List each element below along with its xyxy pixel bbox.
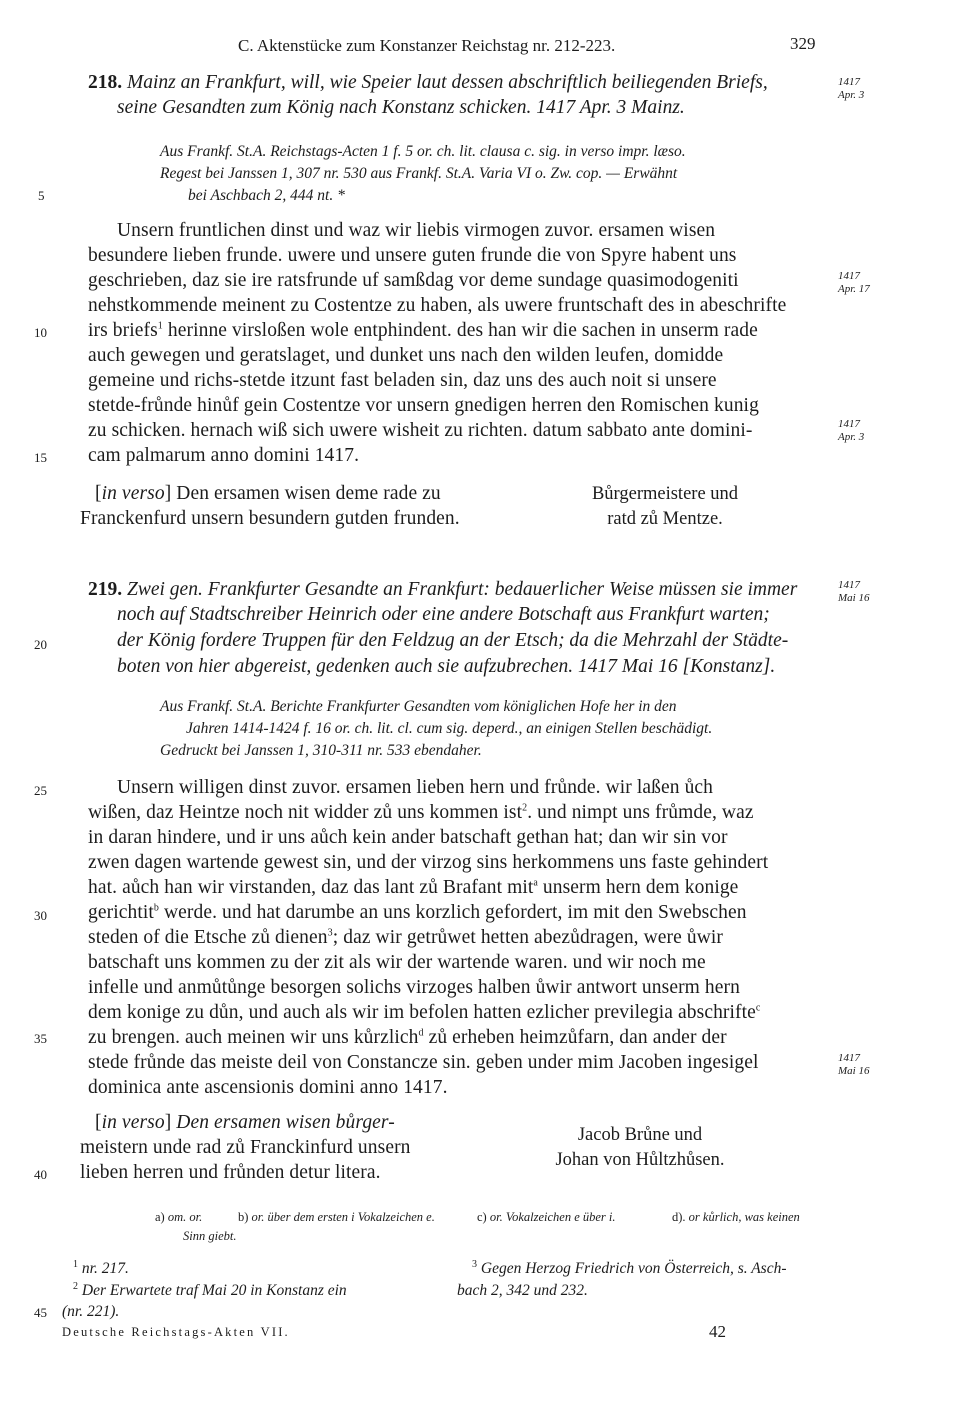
footnote: $^3$ Gegen Herzog Friedrich von Österreich, s. Asch- (472, 1258, 787, 1277)
signature: Bůrgermeistere und ratd zů Mentze. (591, 484, 739, 529)
apparatus-mark: b (153, 902, 159, 914)
body-line: batschaft uns kommen zu der zit als wir der wartende waren. und wir noch me (88, 952, 706, 973)
body-line: in daran hindere, und ir uns aůch kein ander batschaft gethan hat; dan wir sin vor (88, 827, 728, 848)
margin-date: 1417 Apr. 3 (838, 418, 865, 443)
address-line: lieben herren und frůnden detur litera. (80, 1162, 381, 1183)
doc-title: 218. Mainz an Frankfurt, will, wie Speier laut dessen abschriftlich beiliegenden Briefs, (88, 72, 768, 93)
source-note: Aus Frankf. St.A. Reichstags-Acten 1 f. 5 or. ch. lit. clausa c. sig. in verso impr. læso. (160, 143, 686, 160)
source-note: Aus Frankf. St.A. Berichte Frankfurter Gesandten vom königlichen Hofe her in den (160, 698, 677, 715)
address-line: Franckenfurd unsern besundern gutden frunden. (80, 508, 460, 529)
footnote-mark: 1 (157, 320, 163, 332)
margin-date: 1417 Mai 16 (838, 1052, 870, 1077)
apparatus-mark: d (418, 1027, 424, 1039)
doc-number: 219. (88, 579, 123, 600)
line-number: 30 (34, 908, 47, 923)
body-line: dominica ante ascensionis domini anno 1417. (88, 1077, 448, 1098)
body-line: besundere lieben frunde. uwere und unsere guten frunde die von Spyre habent uns (88, 245, 737, 266)
signature: Jacob Brůne und Johan von Hůltzhůsen. (555, 1125, 725, 1170)
verso-label: in verso (101, 483, 165, 504)
body-line: stetde-frůnde hinůf gein Costentze vor unsern gnedigen herren den Romischen kunig (88, 395, 759, 416)
body-line: wißen, daz Heintze noch nit widder zů uns kommen ist$^2$. und nimpt uns frůmde, waz (88, 802, 754, 823)
source-note: Regest bei Janssen 1, 307 nr. 530 aus Frankf. St.A. Varia VI o. Zw. cop. — Erwähnt (160, 165, 678, 182)
doc-title-line: noch auf Stadtschreiber Heinrich oder eine andere Botschaft aus Frankfurt warten; (117, 604, 770, 625)
body-line: geschrieben, daz sie ire ratsfrunde uf samßdag vor deme sundage quasimodogeniti (88, 270, 739, 291)
line-number: 25 (34, 783, 47, 798)
footnote-mark: 2 (522, 802, 528, 814)
doc-title-line: seine Gesandten zum König nach Konstanz schicken. 1417 Apr. 3 Mainz. (117, 97, 685, 118)
doc-title: 219. Zwei gen. Frankfurter Gesandte an Frankfurt: bedauerlicher Weise müssen sie immer (88, 579, 798, 600)
body-line: auch gewegen und geratslaget, und dunket uns nach den wilden leufen, domidde (88, 345, 724, 366)
address: [in verso] Den ersamen wisen bůrger- (95, 1112, 395, 1133)
source-note: Jahren 1414-1424 f. 16 or. ch. lit. cl. cum sig. deperd., an einigen Stellen beschädigt. (186, 720, 713, 737)
body-line: steden of die Etsche zů dienen$^3$; daz wir getrůwet hetten abezůdragen, were ůwir (88, 927, 724, 948)
body-line: hat. aůch han wir virstanden, daz das lant zů Brafant mit$^a$ unserm hern dem konige (88, 877, 739, 898)
apparatus-note: b) or. über dem ersten i Vokalzeichen e. (238, 1210, 435, 1224)
body-line: infelle und anmůtůnge besorgen solichs virzoges halben ůwir antwort unserm hern (88, 977, 740, 998)
doc-number: 218. (88, 72, 123, 93)
body-line: Unsern fruntlichen dinst und waz wir liebis virmogen zuvor. ersamen wisen (117, 220, 716, 241)
verso-label: in verso (101, 1112, 165, 1133)
margin-date: 1417 Mai 16 (838, 579, 870, 604)
apparatus-mark: c (755, 1002, 761, 1014)
footnote-mark: 3 (327, 927, 333, 939)
line-number: 10 (34, 325, 47, 340)
body-line: cam palmarum anno domini 1417. (88, 445, 360, 466)
margin-date: 1417 Apr. 17 (838, 270, 870, 295)
body-line: dem konige zu důn, und auch als wir im befolen hatten ezlicher previlegia abschrifte$^c$ (88, 1002, 761, 1023)
body-line: zu brengen. auch meinen wir uns kůrzlich$^d$ zů erheben heimzůfarn, dan ander der (88, 1027, 727, 1048)
doc-title-line: der König fordere Truppen für den Feldzug an der Etsch; da die Mehrzahl der Städte- (117, 630, 789, 651)
page-number: 329 (790, 34, 816, 53)
signature-mark: 42 (709, 1322, 726, 1341)
body-line: zwen dagen wartende gewest sin, und der virzog sins herkommens uns faste gehindert (88, 852, 769, 873)
line-number: 5 (38, 188, 45, 203)
body-line: gemeine und richs-stetde itzunt fast beladen sin, daz uns des auch noit si unsere (88, 370, 717, 391)
footnote-cont: (nr. 221). (62, 1303, 120, 1320)
source-note: Gedruckt bei Janssen 1, 310-311 nr. 533 ebendaher. (160, 742, 482, 759)
body-line: zu schicken. hernach wiß sich uwere wisheit zu richten. datum sabbato ante domini- (88, 420, 753, 441)
body-line: irs briefs$^1$ herinne virsloßen wole entphindent. des han wir die sachen in unserm rade (88, 320, 758, 341)
apparatus-note: a) om. or. (155, 1210, 203, 1224)
body-line: Unsern willigen dinst zuvor. ersamen lieben hern und frůnde. wir laßen ůch (117, 777, 714, 798)
line-number: 15 (34, 450, 47, 465)
running-head: C. Aktenstücke zum Konstanzer Reichstag nr. 212-223. (238, 36, 616, 55)
line-number: 45 (34, 1305, 47, 1320)
body-line: nehstkommende meinent zu Costentze zu haben, als uwere fruntschaft des in abeschrifte (88, 295, 787, 316)
apparatus-note-cont: Sinn giebt. (183, 1229, 237, 1243)
body-line: stede frůnde das meiste deil von Constancze sin. geben under mim Jacoben ingesigel (88, 1052, 759, 1073)
footnote: $^2$ Der Erwartete traf Mai 20 in Konstanz ein (73, 1280, 347, 1299)
apparatus-note: d). or kůrlich, was keinen (672, 1210, 800, 1224)
apparatus-note: c) or. Vokalzeichen e über i. (477, 1210, 616, 1224)
address-line: meistern unde rad zů Franckinfurd unsern (80, 1137, 411, 1158)
series-footer: Deutsche Reichstags-Akten VII. (62, 1325, 290, 1339)
line-number: 35 (34, 1031, 47, 1046)
line-number: 20 (34, 637, 47, 652)
line-number: 40 (34, 1167, 47, 1182)
source-note: bei Aschbach 2, 444 nt. * (188, 187, 345, 204)
body-line: gerichtit$^b$ werde. und hat darumbe an uns korzlich gefordert, im mit den Swebschen (88, 902, 747, 923)
footnote: $^1$ nr. 217. (73, 1258, 129, 1277)
doc-title-line: boten von hier abgereist, gedenken auch sie aufzubrechen. 1417 Mai 16 [Konstanz]. (117, 656, 776, 677)
apparatus-mark: a (533, 877, 538, 889)
margin-date: 1417 Apr. 3 (838, 76, 865, 101)
address: [in verso] Den ersamen wisen deme rade zu (95, 483, 441, 504)
footnote-cont: bach 2, 342 und 232. (457, 1282, 588, 1299)
